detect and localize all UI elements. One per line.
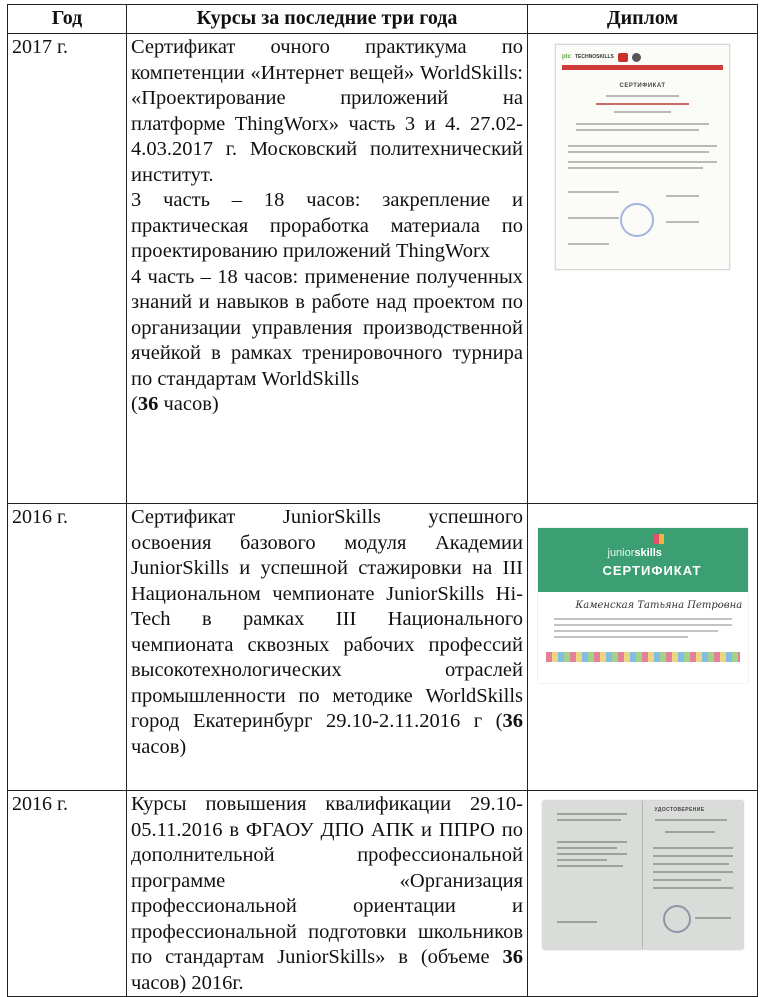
text-line [568,145,717,147]
row-year: 2017 г. [8,34,127,504]
certificate-title: СЕРТИФИКАТ [602,563,702,578]
hours-number: 36 [502,946,523,968]
text-line [554,630,718,632]
text-line [554,618,732,620]
text-line [665,831,715,833]
text-line [653,847,733,849]
hours-number: 36 [137,393,159,415]
diploma-cell [528,34,758,504]
partner-logos-strip [546,652,740,662]
text-line [568,151,709,153]
header-row [8,5,758,34]
certificate-header [538,528,748,592]
description-paragraph: 3 часть – 18 часов: закрепление и практическая проработка материала по проектированию приложений ThingWorx [131,189,523,262]
header-year: Год [8,5,127,34]
description-paragraph: Сертификат JuniorSkills успешного освоения базового модуля Академии JuniorSkills и успешной стажировки на III Национальном чемпионате JuniorSkills Hi-Tech в рамках III Национального чемпионата сквозных рабочих профессий высокотехнологических отраслей промышленности по методике WorldSkills город Екатеринбург 29.10-2.11.2016 г (36 часов) [131,506,523,758]
row-year: 2016 г. [8,504,127,791]
header-courses: Курсы за последние три года [127,5,528,34]
table-row [8,791,758,997]
description-paragraph: Сертификат очного практикума по компетенции «Интернет вещей» WorldSkills: «Проектирование приложений на платформе ThingWorx» часть 3 и 4. 27.02-4.03.2017 г. Московский политехнический институт. [131,36,523,186]
text-line [557,865,623,867]
stamp-icon [620,203,654,237]
text-line [557,921,597,923]
text-line [596,103,689,105]
text-line [655,819,727,821]
text-line [557,859,607,861]
text-line [568,167,703,169]
certificate-title: СЕРТИФИКАТ [619,83,666,89]
text-line [653,863,729,865]
row-description [127,34,528,504]
row-description [127,504,528,791]
text-line [557,853,627,855]
text-line [576,129,699,131]
text-line [695,917,731,919]
text-line [653,879,721,881]
certificate-title: УДОСТОВЕРЕНИЕ [654,807,705,813]
diploma-cell [528,504,758,791]
text-line [568,191,619,193]
stamp-icon [663,905,691,933]
text-line [666,195,699,197]
header-diploma: Диплом [528,5,758,34]
text-line [554,624,732,626]
text-line [653,887,733,889]
certificate-image-worldskills [555,44,730,270]
text-line [557,847,617,849]
table-row [8,34,758,504]
diploma-cell [528,791,758,997]
handwritten-name: Каменская Татьяна Петровна [575,600,743,611]
juniorskills-logo: juniorskills [607,547,662,559]
certificate-image-qualification [543,801,743,949]
courses-table [7,4,758,997]
text-line [554,636,688,638]
row-description [127,791,528,997]
text-line [653,871,733,873]
ptc-logo: ptc [562,54,571,60]
text-line [653,855,733,857]
booklet-fold [642,801,643,949]
text-line [614,111,671,113]
row-year: 2016 г. [8,791,127,997]
text-line [557,819,621,821]
certificate-image-juniorskills [538,528,748,683]
text-line [557,841,627,843]
juniorskills-mark-icon [654,534,664,544]
worldskills-logo-icon [618,53,628,62]
university-logo-icon [632,53,641,62]
text-line [606,95,679,97]
description-paragraph: 4 часть – 18 часов: применение полученных знаний и навыков в работе над проектом по организации управления производственной ячейкой в рамках тренировочного турнира по стандартам WorldSkills [131,265,523,390]
certificate-band [562,65,723,70]
text-line [576,123,709,125]
certificate-logos [562,51,723,63]
text-line [557,813,627,815]
text-line [568,161,717,163]
hours-number: 36 [502,710,523,732]
technoskills-logo: TECHNOSKILLS [575,54,614,60]
table-row [8,504,758,791]
hours-line: (36 часов) [131,393,219,415]
text-line [568,243,609,245]
text-line [666,221,699,223]
text-line [568,217,619,219]
description-paragraph: Курсы повышения квалификации 29.10-05.11.2016 в ФГАОУ ДПО АПК и ППРО по дополнительной профессиональной программе «Организация профессиональной ориентации и профессиональной подготовки школьников по стандартам JuniorSkills» в (объеме 36 часов) 2016г. [131,793,523,994]
